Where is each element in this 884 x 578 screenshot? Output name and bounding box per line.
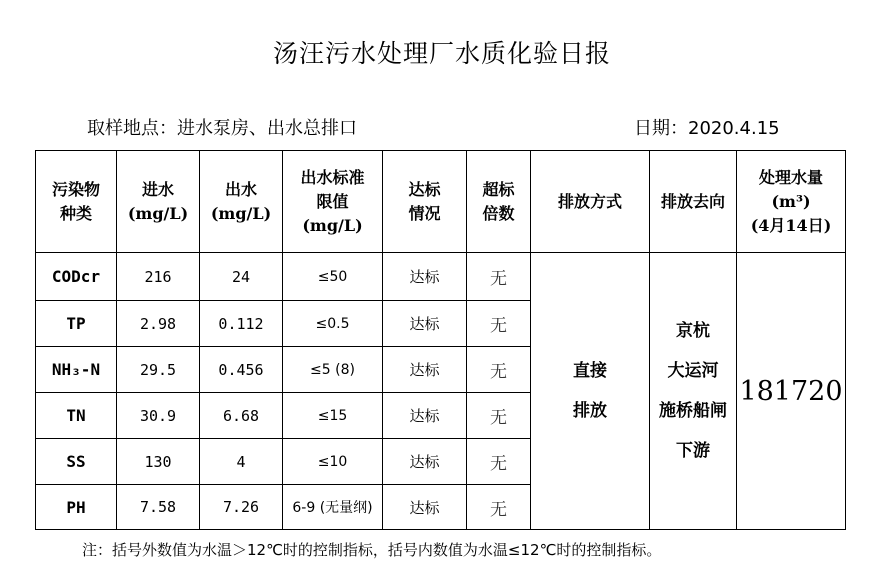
report-date: 日期：2020.4.15	[634, 118, 780, 139]
exceed-cell: 无	[467, 393, 531, 439]
exceed-cell: 无	[467, 253, 531, 301]
status-cell: 达标	[383, 253, 467, 301]
status-cell: 达标	[383, 347, 467, 393]
effluent-cell: 24	[200, 253, 283, 301]
header-influent: 进水 (mg/L)	[117, 151, 200, 253]
table-row	[36, 253, 846, 301]
discharge-dest-cell: 京杭 大运河 施桥船闸 下游	[650, 253, 737, 530]
pollutant-cell: PH	[36, 485, 117, 530]
water-quality-table	[35, 150, 846, 530]
limit-cell: ≤5 (8)	[283, 347, 383, 393]
exceed-cell: 无	[467, 439, 531, 485]
footnote: 注：括号外数值为水温＞12℃时的控制指标，括号内数值为水温≤12℃时的控制指标。	[82, 541, 662, 559]
sampling-location: 取样地点：进水泵房、出水总排口	[87, 118, 357, 139]
influent-cell: 30.9	[117, 393, 200, 439]
status-cell: 达标	[383, 301, 467, 347]
discharge-method-cell: 直接 排放	[531, 253, 650, 530]
header-limit: 出水标准 限值 (mg/L)	[283, 151, 383, 253]
effluent-cell: 0.112	[200, 301, 283, 347]
exceed-cell: 无	[467, 485, 531, 530]
influent-cell: 130	[117, 439, 200, 485]
limit-cell: ≤0.5	[283, 301, 383, 347]
influent-cell: 7.58	[117, 485, 200, 530]
pollutant-cell: CODcr	[36, 253, 117, 301]
effluent-cell: 4	[200, 439, 283, 485]
header-discharge-dest: 排放去向	[650, 151, 737, 253]
status-cell: 达标	[383, 393, 467, 439]
header-exceed: 超标 倍数	[467, 151, 531, 253]
header-discharge-method: 排放方式	[531, 151, 650, 253]
limit-cell: ≤15	[283, 393, 383, 439]
pollutant-cell: TP	[36, 301, 117, 347]
header-effluent: 出水 (mg/L)	[200, 151, 283, 253]
status-cell: 达标	[383, 485, 467, 530]
pollutant-cell: SS	[36, 439, 117, 485]
exceed-cell: 无	[467, 301, 531, 347]
limit-cell: ≤10	[283, 439, 383, 485]
limit-cell: ≤50	[283, 253, 383, 301]
treated-volume-cell: 181720	[737, 253, 846, 530]
pollutant-cell: NH₃-N	[36, 347, 117, 393]
exceed-cell: 无	[467, 347, 531, 393]
effluent-cell: 6.68	[200, 393, 283, 439]
limit-cell: 6-9 (无量纲)	[283, 485, 383, 530]
influent-cell: 216	[117, 253, 200, 301]
header-pollutant: 污染物 种类	[36, 151, 117, 253]
status-cell: 达标	[383, 439, 467, 485]
header-volume: 处理水量 (m³) (4月14日)	[737, 151, 846, 253]
header-row	[36, 151, 846, 253]
header-compliance: 达标 情况	[383, 151, 467, 253]
effluent-cell: 0.456	[200, 347, 283, 393]
influent-cell: 29.5	[117, 347, 200, 393]
pollutant-cell: TN	[36, 393, 117, 439]
report-title: 汤汪污水处理厂水质化验日报	[272, 39, 611, 68]
influent-cell: 2.98	[117, 301, 200, 347]
effluent-cell: 7.26	[200, 485, 283, 530]
